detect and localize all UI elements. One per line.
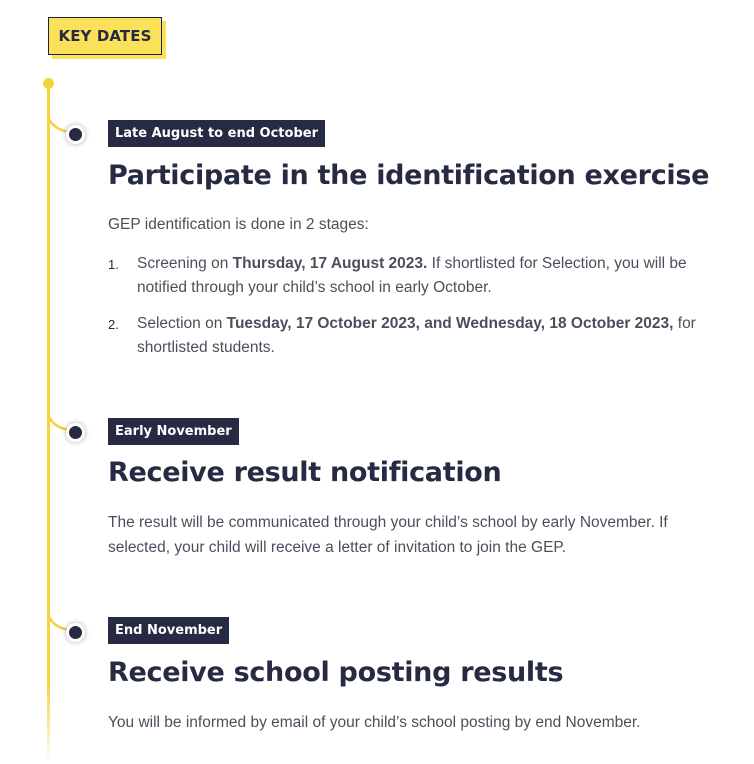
step-date: Tuesday, 17 October 2023, and Wednesday, 18 October 2023, bbox=[226, 315, 674, 332]
step-date: Thursday, 17 August 2023. bbox=[232, 255, 428, 272]
stage-item-screening bbox=[108, 252, 708, 300]
stage-item-selection bbox=[108, 312, 708, 360]
date-tag-2: Early November bbox=[108, 418, 239, 445]
step-text: for shortlisted students. bbox=[137, 315, 696, 356]
timeline-node-icon bbox=[66, 623, 85, 642]
event-3-text: You will be informed by email of your child’s school posting by end November. bbox=[108, 714, 641, 731]
timeline-node-icon bbox=[66, 125, 85, 144]
date-tag-3: End November bbox=[108, 617, 229, 644]
event-2-text: The result will be communicated through your child’s school by early November. If selected, your child will receive a letter of invitation to join the GEP. bbox=[108, 514, 668, 556]
step-number: 1. bbox=[108, 257, 119, 272]
event-1-intro: GEP identification is done in 2 stages: bbox=[108, 216, 369, 233]
date-tag-1: Late August to end October bbox=[108, 120, 325, 147]
timeline-node-icon bbox=[66, 423, 85, 442]
event-1-title: Participate in the identification exercise bbox=[108, 160, 710, 191]
timeline-start-dot bbox=[43, 78, 54, 89]
step-number: 2. bbox=[108, 317, 119, 332]
step-text: Selection on bbox=[137, 315, 227, 332]
key-dates-label: KEY DATES bbox=[48, 17, 162, 55]
step-text: If shortlisted for Selection, you will be notified through your child’s school in early October. bbox=[137, 255, 687, 296]
event-3-title: Receive school posting results bbox=[108, 657, 564, 688]
step-text: Screening on bbox=[137, 255, 233, 272]
stages-list bbox=[108, 252, 708, 372]
event-2-title: Receive result notification bbox=[108, 457, 502, 488]
